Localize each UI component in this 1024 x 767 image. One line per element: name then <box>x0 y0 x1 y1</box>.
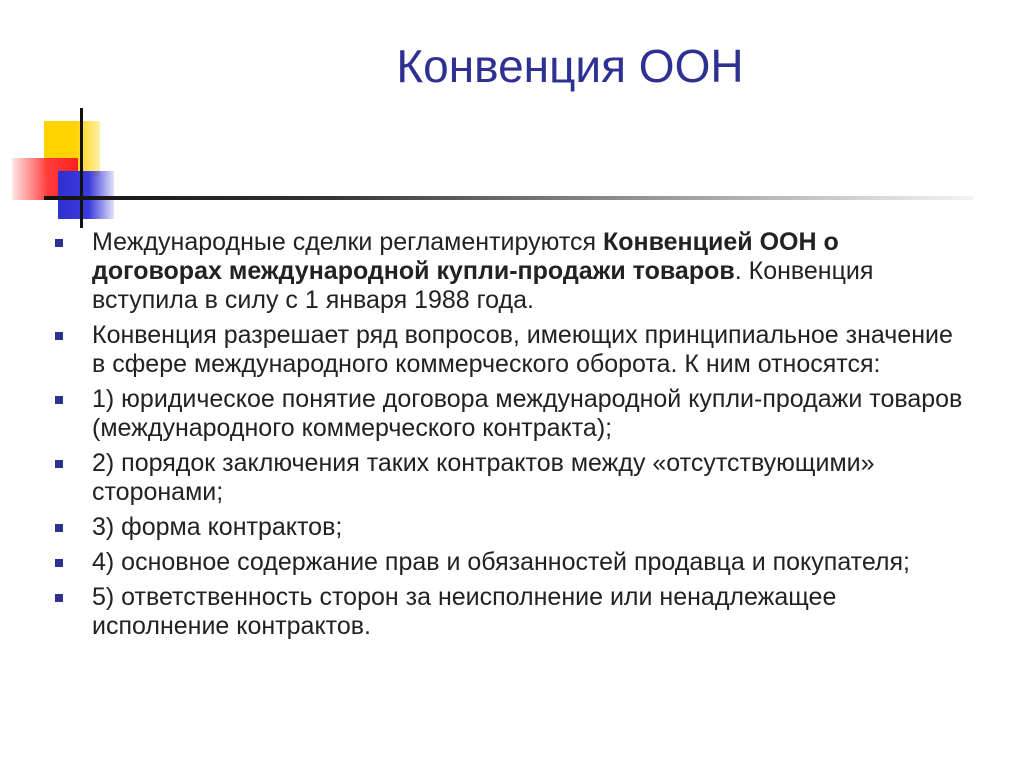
square-bullet-icon <box>55 332 63 340</box>
decor-vertical-line <box>80 108 83 228</box>
square-bullet-icon <box>55 524 63 532</box>
list-item-text: 1) юридическое понятие договора международной купли-продажи товаров (международного коммерческого контракта); <box>92 385 963 442</box>
list-item-text: Конвенция разрешает ряд вопросов, имеющих принципиальное значение в сфере международного коммерческого оборота. К ним относятся: <box>92 321 953 378</box>
list-item <box>52 548 972 577</box>
text-run: . Конвенция вступила в силу с 1 января 1988 года. <box>92 257 874 314</box>
square-bullet-icon <box>55 396 63 404</box>
list-item <box>52 385 972 443</box>
list-item <box>52 228 972 315</box>
list-item-text <box>92 228 873 314</box>
title-divider-line <box>44 196 974 200</box>
list-item <box>52 321 972 379</box>
text-run: Международные сделки регламентируются <box>92 228 603 256</box>
list-item <box>52 583 972 641</box>
list-item-text: 3) форма контрактов; <box>92 513 343 541</box>
list-item-text: 2) порядок заключения таких контрактов между «отсутствующими» сторонами; <box>92 449 875 506</box>
square-bullet-icon <box>55 239 63 247</box>
slide-title: Конвенция ООН <box>396 40 744 92</box>
decor-blue-square <box>58 171 114 219</box>
bullet-list <box>52 228 972 647</box>
square-bullet-icon <box>55 594 63 602</box>
list-item <box>52 513 972 542</box>
square-bullet-icon <box>55 559 63 567</box>
square-bullet-icon <box>55 460 63 468</box>
bold-text-run: Конвенцией ООН о договорах международной купли-продажи товаров <box>92 228 839 285</box>
list-item <box>52 449 972 507</box>
list-item-text: 5) ответственность сторон за неисполнение или ненадлежащее исполнение контрактов. <box>92 583 837 640</box>
list-item-text: 4) основное содержание прав и обязанностей продавца и покупателя; <box>92 548 910 576</box>
